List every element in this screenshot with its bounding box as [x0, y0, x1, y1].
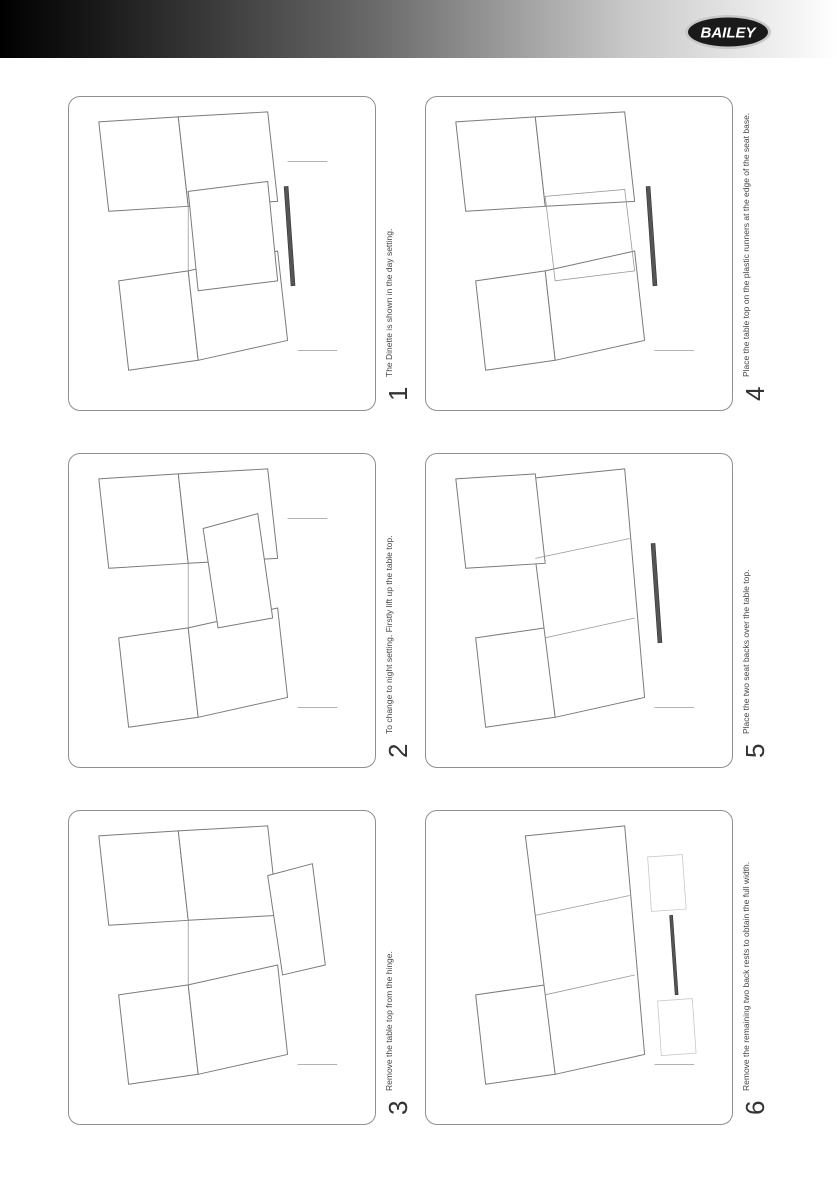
- dinette-full-width-illustration: [426, 811, 732, 1124]
- step-1-panel: [68, 96, 376, 411]
- step-3-caption: Remove the table top from the hinge.: [384, 951, 394, 1091]
- dinette-runners-illustration: [426, 97, 732, 410]
- dinette-day-illustration: [69, 97, 375, 410]
- step-5-number: 5: [740, 743, 770, 758]
- step-6-number: 6: [740, 1100, 770, 1115]
- step-2-caption: To change to night setting. Firstly lift up the table top.: [384, 535, 394, 734]
- step-4-caption: Place the table top on the plastic runners at the edge of the seat base.: [741, 112, 751, 377]
- dinette-remove-table-illustration: [69, 811, 375, 1124]
- step-5-panel: [425, 453, 733, 768]
- step-5-caption: Place the two seat backs over the table top.: [741, 569, 751, 734]
- step-4-panel: [425, 96, 733, 411]
- step-6-panel: [425, 810, 733, 1125]
- step-2-panel: [68, 453, 376, 768]
- step-4-number: 4: [740, 386, 770, 401]
- step-1-caption: The Dinette is shown in the day setting.: [384, 228, 394, 377]
- step-3-panel-main: [68, 810, 376, 1125]
- logo-text: BAILEY: [700, 24, 756, 42]
- dinette-lift-table-illustration: [69, 454, 375, 767]
- step-3-number: 3: [383, 1100, 413, 1115]
- step-1-number: 1: [383, 386, 413, 401]
- step-2-number: 2: [383, 743, 413, 758]
- step-6-caption: Remove the remaining two back rests to obtain the full width.: [741, 861, 751, 1091]
- dinette-seat-backs-illustration: [426, 454, 732, 767]
